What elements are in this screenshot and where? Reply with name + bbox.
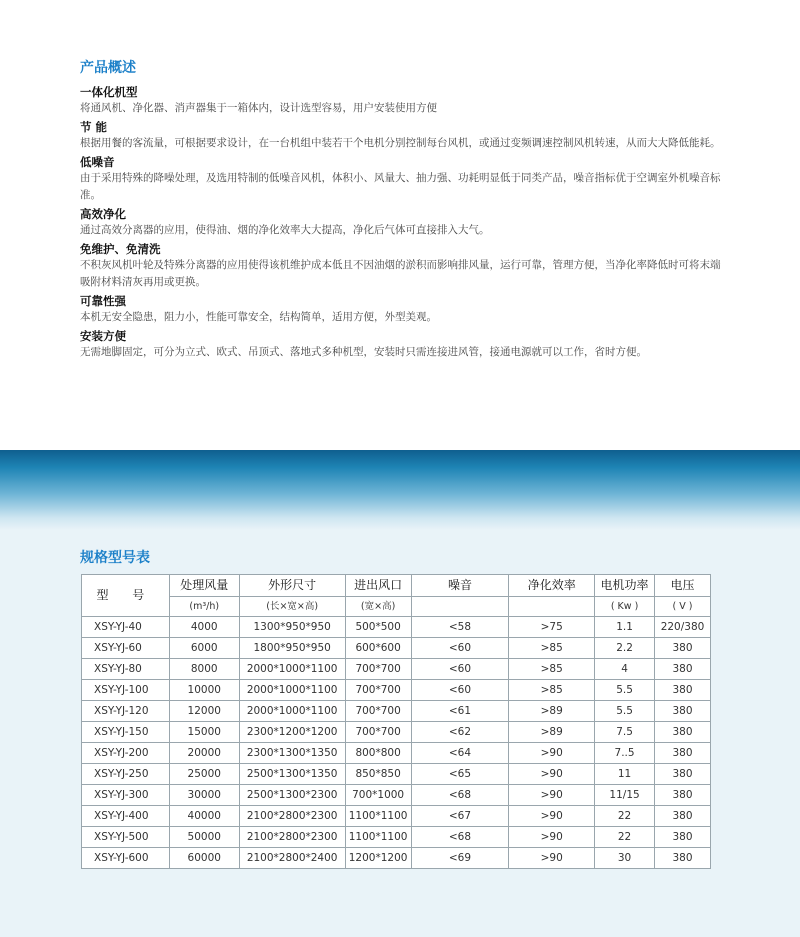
unit-port: (宽×高) (345, 597, 411, 617)
cell-voltage: 220/380 (655, 617, 711, 638)
cell-power: 30 (595, 848, 655, 869)
unit-dimensions: (长×宽×高) (239, 597, 345, 617)
cell-airflow: 4000 (169, 617, 239, 638)
cell-model: XSY-YJ-200 (82, 743, 170, 764)
cell-airflow: 25000 (169, 764, 239, 785)
overview-section (0, 0, 800, 455)
cell-power: 7..5 (595, 743, 655, 764)
cell-airflow: 6000 (169, 638, 239, 659)
cell-airflow: 20000 (169, 743, 239, 764)
cell-dimensions: 2000*1000*1100 (239, 659, 345, 680)
cell-dimensions: 1300*950*950 (239, 617, 345, 638)
feature-text: 本机无安全隐患，阻力小，性能可靠安全，结构简单，适用方便，外型美观。 (80, 311, 437, 323)
cell-model: XSY-YJ-40 (82, 617, 170, 638)
header-model: 型 号 (82, 575, 170, 617)
cell-airflow: 50000 (169, 827, 239, 848)
cell-efficiency: >90 (509, 827, 595, 848)
cell-voltage: 380 (655, 638, 711, 659)
table-row (82, 680, 711, 701)
cell-dimensions: 2500*1300*1350 (239, 764, 345, 785)
cell-model: XSY-YJ-250 (82, 764, 170, 785)
cell-voltage: 380 (655, 848, 711, 869)
cell-dimensions: 2100*2800*2300 (239, 827, 345, 848)
feature-item (80, 328, 730, 361)
cell-noise: <60 (411, 680, 509, 701)
cell-power: 22 (595, 806, 655, 827)
cell-power: 2.2 (595, 638, 655, 659)
cell-airflow: 8000 (169, 659, 239, 680)
cell-efficiency: >89 (509, 722, 595, 743)
feature-title: 一体化机型 (80, 85, 138, 99)
cell-voltage: 380 (655, 680, 711, 701)
cell-efficiency: >90 (509, 743, 595, 764)
feature-title: 节 能 (80, 120, 108, 134)
cell-model: XSY-YJ-80 (82, 659, 170, 680)
cell-port: 600*600 (345, 638, 411, 659)
feature-item (80, 84, 730, 117)
spec-title: 规格型号表 (80, 550, 150, 566)
cell-model: XSY-YJ-600 (82, 848, 170, 869)
cell-voltage: 380 (655, 785, 711, 806)
table-row (82, 617, 711, 638)
cell-dimensions: 2000*1000*1100 (239, 680, 345, 701)
cell-power: 5.5 (595, 701, 655, 722)
cell-power: 7.5 (595, 722, 655, 743)
cell-dimensions: 2100*2800*2400 (239, 848, 345, 869)
feature-item (80, 241, 730, 291)
cell-port: 700*700 (345, 659, 411, 680)
cell-efficiency: >90 (509, 764, 595, 785)
cell-port: 1100*1100 (345, 806, 411, 827)
cell-efficiency: >89 (509, 701, 595, 722)
cell-port: 700*700 (345, 701, 411, 722)
overview-title: 产品概述 (80, 60, 136, 76)
cell-port: 800*800 (345, 743, 411, 764)
cell-noise: <67 (411, 806, 509, 827)
unit-noise (411, 597, 509, 617)
cell-noise: <68 (411, 827, 509, 848)
feature-item (80, 206, 730, 239)
cell-noise: <68 (411, 785, 509, 806)
cell-efficiency: >85 (509, 638, 595, 659)
cell-dimensions: 2500*1300*2300 (239, 785, 345, 806)
feature-list (80, 82, 730, 361)
cell-noise: <60 (411, 638, 509, 659)
cell-airflow: 15000 (169, 722, 239, 743)
cell-port: 700*1000 (345, 785, 411, 806)
cell-voltage: 380 (655, 659, 711, 680)
cell-airflow: 10000 (169, 680, 239, 701)
table-row (82, 638, 711, 659)
cell-dimensions: 1800*950*950 (239, 638, 345, 659)
cell-model: XSY-YJ-150 (82, 722, 170, 743)
cell-model: XSY-YJ-100 (82, 680, 170, 701)
cell-voltage: 380 (655, 764, 711, 785)
cell-noise: <62 (411, 722, 509, 743)
cell-power: 11/15 (595, 785, 655, 806)
table-row (82, 659, 711, 680)
cell-efficiency: >75 (509, 617, 595, 638)
cell-port: 500*500 (345, 617, 411, 638)
table-row (82, 764, 711, 785)
cell-power: 5.5 (595, 680, 655, 701)
feature-text: 根据用餐的客流量，可根据要求设计，在一台机组中装若干个电机分别控制每台风机，或通过变频调速控制风机转速，从而大大降低能耗。 (80, 137, 721, 149)
header-port: 进出风口 (345, 575, 411, 597)
cell-noise: <65 (411, 764, 509, 785)
cell-airflow: 12000 (169, 701, 239, 722)
cell-model: XSY-YJ-120 (82, 701, 170, 722)
blue-gradient-band (0, 450, 800, 530)
cell-voltage: 380 (655, 806, 711, 827)
cell-power: 11 (595, 764, 655, 785)
header-efficiency: 净化效率 (509, 575, 595, 597)
header-dimensions: 外形尺寸 (239, 575, 345, 597)
table-row (82, 785, 711, 806)
header-power: 电机功率 (595, 575, 655, 597)
cell-airflow: 30000 (169, 785, 239, 806)
cell-efficiency: >85 (509, 680, 595, 701)
feature-item (80, 154, 730, 204)
cell-noise: <60 (411, 659, 509, 680)
feature-text: 由于采用特殊的降噪处理，及选用特制的低噪音风机，体积小、风量大、抽力强、功耗明显低于同类产品，噪音指标优于空调室外机噪音标准。 (80, 172, 721, 201)
cell-voltage: 380 (655, 743, 711, 764)
cell-airflow: 40000 (169, 806, 239, 827)
cell-dimensions: 2300*1200*1200 (239, 722, 345, 743)
table-row (82, 722, 711, 743)
feature-item (80, 119, 730, 152)
cell-port: 1100*1100 (345, 827, 411, 848)
feature-text: 将通风机、净化器、消声器集于一箱体内，设计选型容易，用户安装使用方便 (80, 102, 437, 114)
cell-port: 700*700 (345, 722, 411, 743)
cell-efficiency: >90 (509, 785, 595, 806)
cell-efficiency: >90 (509, 806, 595, 827)
feature-title: 低噪音 (80, 155, 115, 169)
cell-model: XSY-YJ-500 (82, 827, 170, 848)
cell-noise: <64 (411, 743, 509, 764)
unit-airflow: (m³/h) (169, 597, 239, 617)
header-voltage: 电压 (655, 575, 711, 597)
cell-efficiency: >85 (509, 659, 595, 680)
feature-title: 高效净化 (80, 207, 126, 221)
cell-voltage: 380 (655, 701, 711, 722)
cell-dimensions: 2100*2800*2300 (239, 806, 345, 827)
cell-power: 22 (595, 827, 655, 848)
cell-voltage: 380 (655, 827, 711, 848)
spec-table (81, 574, 711, 869)
cell-model: XSY-YJ-400 (82, 806, 170, 827)
cell-dimensions: 2300*1300*1350 (239, 743, 345, 764)
cell-power: 4 (595, 659, 655, 680)
feature-text: 通过高效分离器的应用，使得油、烟的净化效率大大提高，净化后气体可直接排入大气。 (80, 224, 490, 236)
feature-item (80, 293, 730, 326)
cell-voltage: 380 (655, 722, 711, 743)
cell-model: XSY-YJ-60 (82, 638, 170, 659)
table-row (82, 743, 711, 764)
feature-title: 可靠性强 (80, 294, 126, 308)
spec-table-body (82, 617, 711, 869)
cell-port: 700*700 (345, 680, 411, 701)
table-row (82, 701, 711, 722)
cell-noise: <69 (411, 848, 509, 869)
table-row (82, 806, 711, 827)
cell-port: 850*850 (345, 764, 411, 785)
cell-noise: <61 (411, 701, 509, 722)
cell-noise: <58 (411, 617, 509, 638)
cell-airflow: 60000 (169, 848, 239, 869)
cell-efficiency: >90 (509, 848, 595, 869)
table-row (82, 848, 711, 869)
unit-voltage: ( V ) (655, 597, 711, 617)
cell-dimensions: 2000*1000*1100 (239, 701, 345, 722)
cell-port: 1200*1200 (345, 848, 411, 869)
feature-text: 无需地脚固定，可分为立式、欧式、吊顶式、落地式多种机型，安装时只需连接进风管，接通电源就可以工作，省时方便。 (80, 346, 647, 358)
cell-model: XSY-YJ-300 (82, 785, 170, 806)
unit-efficiency (509, 597, 595, 617)
feature-title: 免维护、免清洗 (80, 242, 161, 256)
header-noise: 噪音 (411, 575, 509, 597)
feature-title: 安装方便 (80, 329, 126, 343)
header-airflow: 处理风量 (169, 575, 239, 597)
cell-power: 1.1 (595, 617, 655, 638)
table-row (82, 827, 711, 848)
feature-text: 不积灰风机叶轮及特殊分离器的应用使得该机维护成本低且不因油烟的淤积而影响排风量，运行可靠，管理方便，当净化率降低时可将末端吸附材料清灰再用或更换。 (80, 259, 721, 288)
unit-power: ( Kw ) (595, 597, 655, 617)
